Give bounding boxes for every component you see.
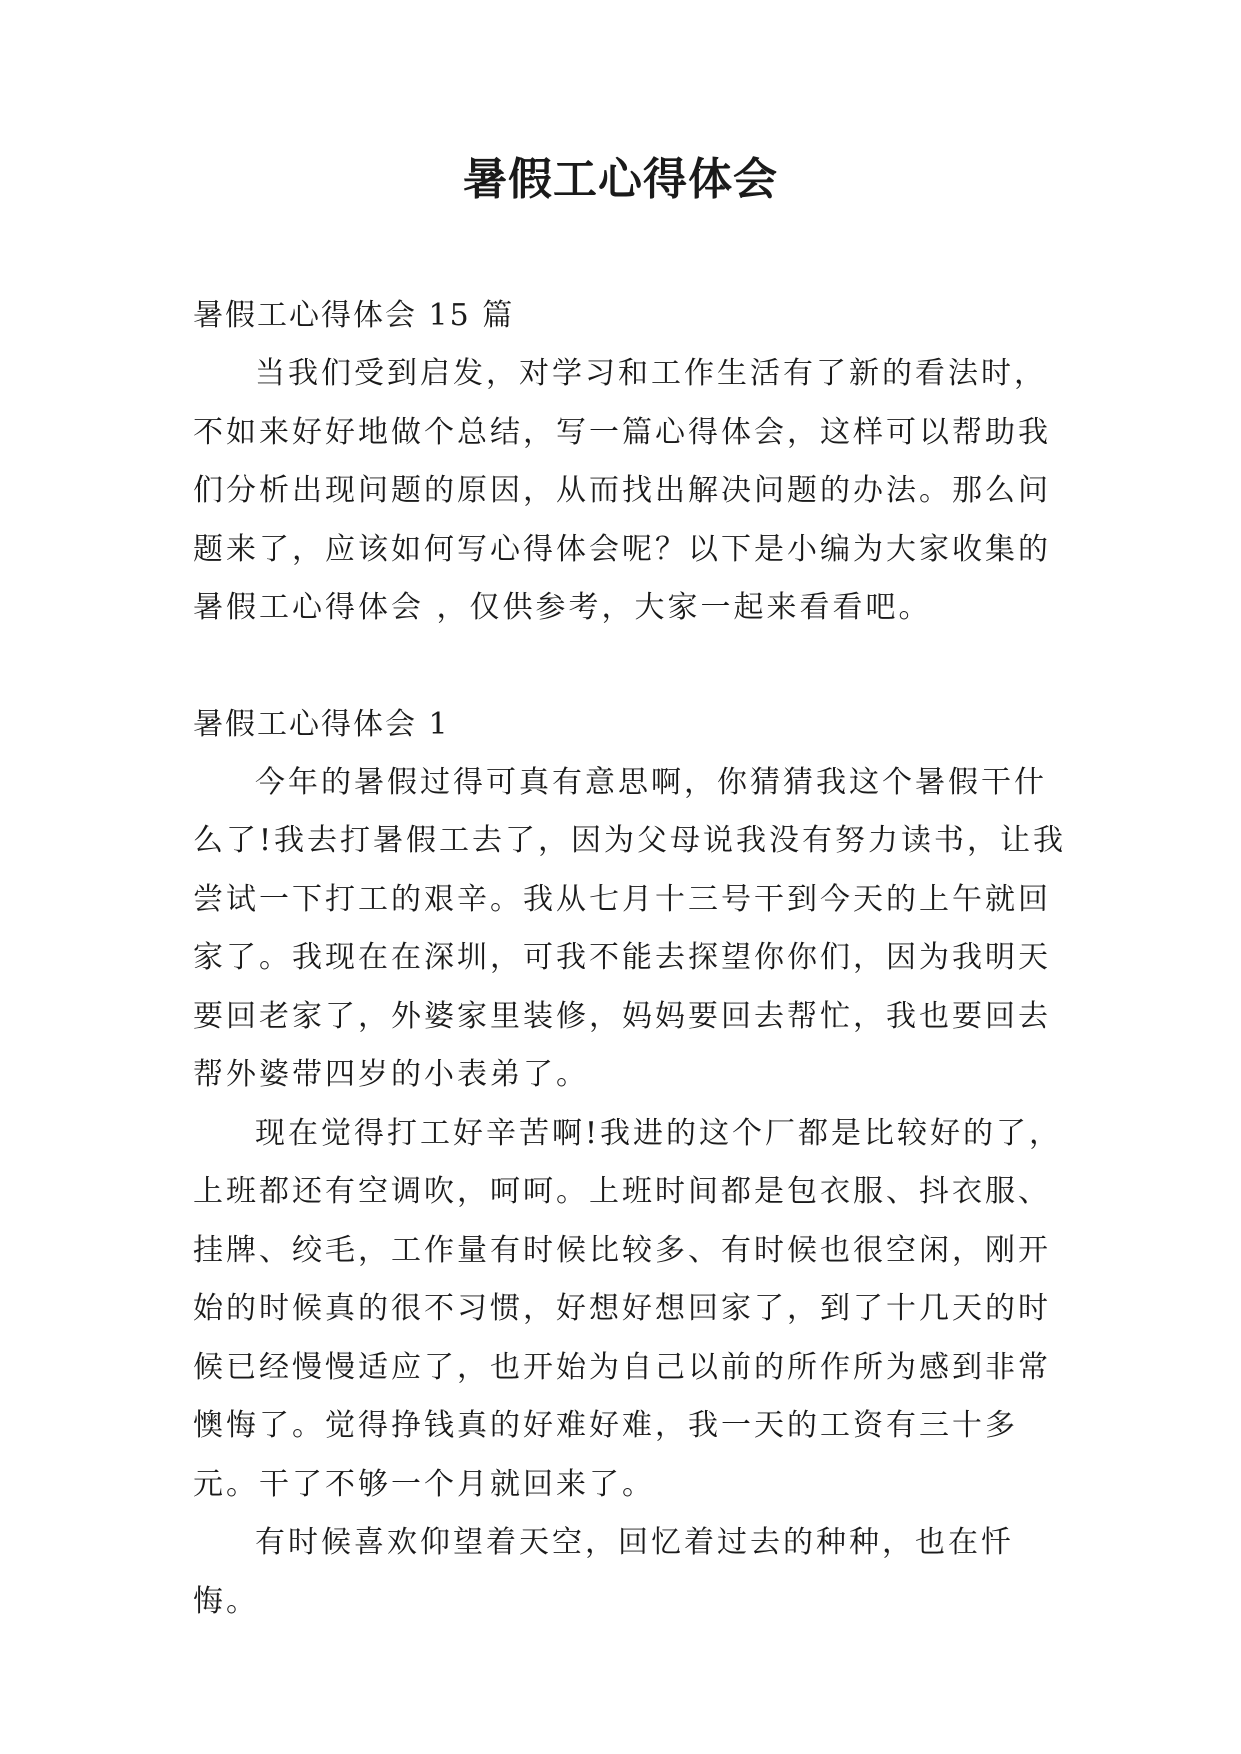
- body-paragraph-3: 有时候喜欢仰望着天空，回忆着过去的种种，也在忏悔。: [193, 1525, 1014, 1619]
- document-body: [193, 287, 1071, 1631]
- body-paragraph-2: 现在觉得打工好辛苦啊!我进的这个厂都是比较好的了，上班都还有空调吹，呵呵。上班时间都是包衣服、抖衣服、挂牌、绞毛，工作量有时候比较多、有时候也很空闲，刚开始的时候真的很不习惯，好想好想回家了，到了十几天的时候已经慢慢适应了，也开始为自己以前的所作所为感到非常懊悔了。觉得挣钱真的好难好难，我一天的工资有三十多元。干了不够一个月就回来了。: [193, 1115, 1063, 1502]
- intro-paragraph: 当我们受到启发，对学习和工作生活有了新的看法时，不如来好好地做个总结，写一篇心得体会，这样可以帮助我们分析出现问题的原因，从而找出解决问题的办法。那么问题来了，应该如何写心得体会呢？以下是小编为大家收集的暑假工心得体会 ，仅供参考，大家一起来看看吧。: [193, 356, 1051, 625]
- section-heading: 暑假工心得体会 1: [193, 706, 450, 742]
- document-subtitle: 暑假工心得体会 15 篇: [193, 298, 515, 333]
- body-paragraph-1: 今年的暑假过得可真有意思啊，你猜猜我这个暑假干什么了!我去打暑假工去了，因为父母说我没有努力读书，让我尝试一下打工的艰辛。我从七月十三号干到今天的上午就回家了。我现在在深圳，可我不能去探望你你们，因为我明天要回老家了，外婆家里装修，妈妈要回去帮忙，我也要回去帮外婆带四岁的小表弟了。: [193, 764, 1067, 1092]
- page-title: 暑假工心得体会: [463, 154, 778, 205]
